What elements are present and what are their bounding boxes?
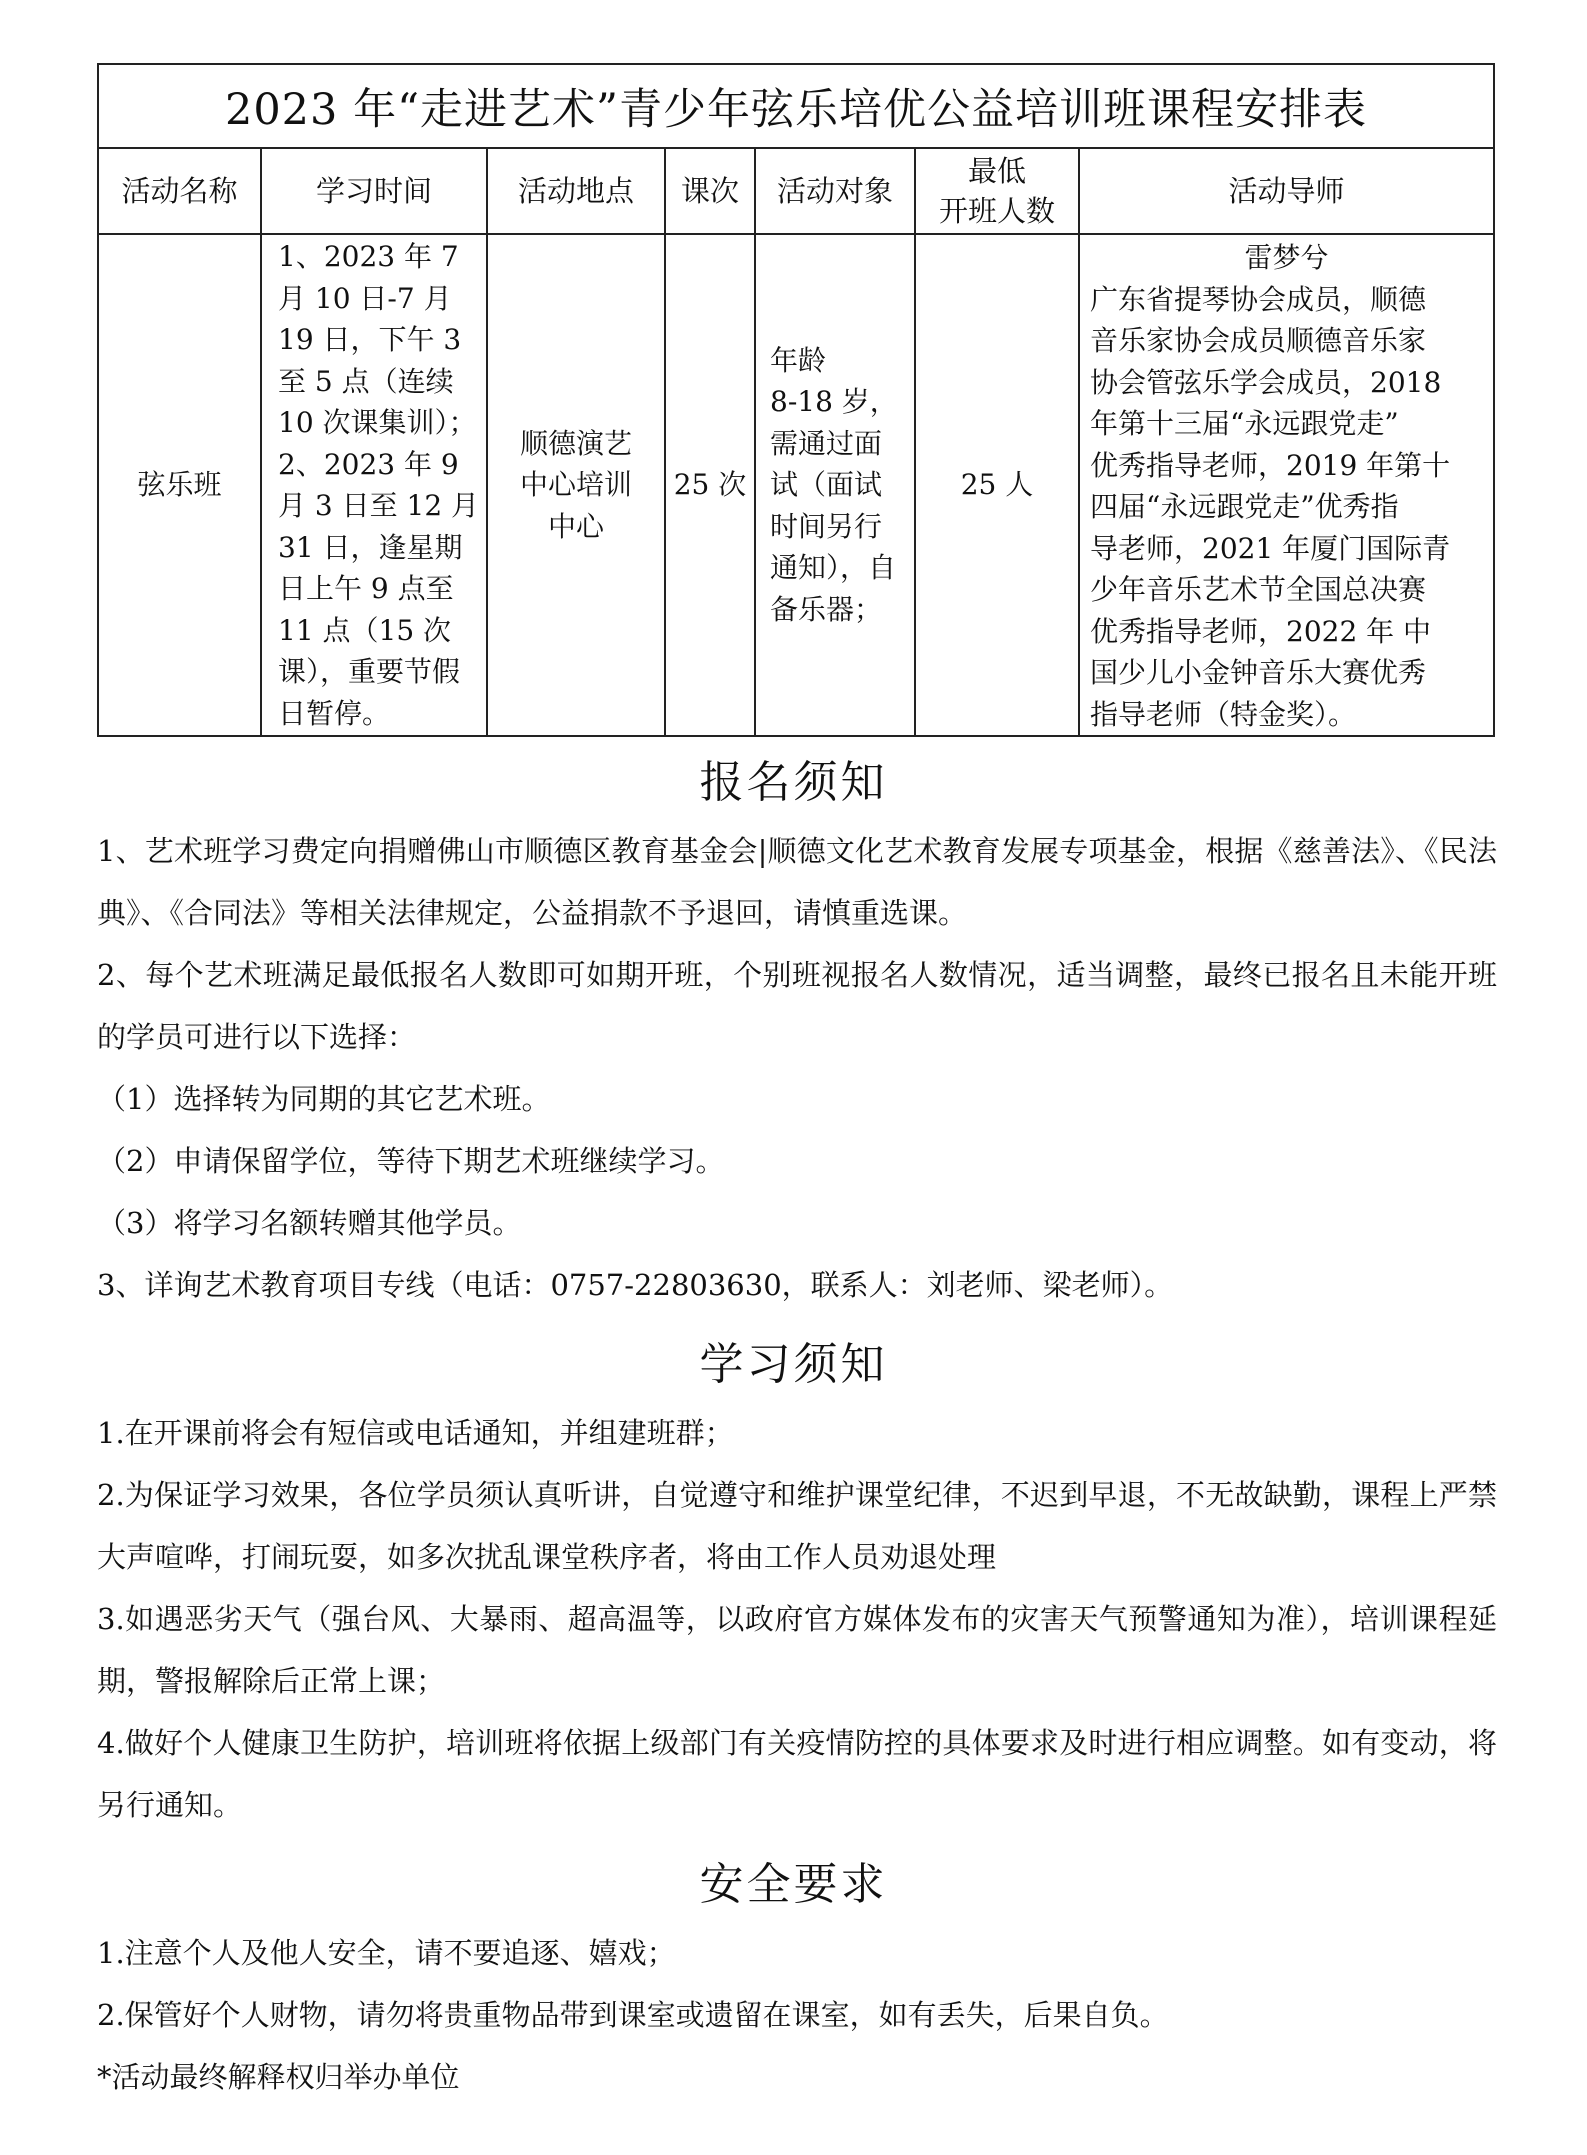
header-activity-name: 活动名称 [98,148,261,234]
cell-activity-name: 弦乐班 [98,234,261,736]
header-min-enrollment: 最低 开班人数 [915,148,1079,234]
registration-option-2: （2）申请保留学位，等待下期艺术班继续学习。 [97,1144,725,1178]
registration-item-2: 2、每个艺术班满足最低报名人数即可如期开班，个别班视报名人数情况，适当调整，最终已报名且未能开班的学员可进行以下选择： [97,958,1497,1054]
cell-tutor: 雷梦兮 广东省提琴协会成员，顺德 音乐家协会成员顺德音乐家 协会管弦乐学会成员，2018 年第十三届“永远跟党走” 优秀指导老师，2019 年第十 四届“永远跟党走”优秀指 导老师，2021 年厦门国际青 少年音乐艺术节全国总决赛 优秀指导老师，2022 年 中 国少儿小金钟音乐大赛优秀 指导老师（特金奖）。 [1079,234,1494,736]
footnote: *活动最终解释权归举办单位 [97,2060,460,2094]
safety-item-1: 1.注意个人及他人安全，请不要追逐、嬉戏； [97,1936,676,1970]
tutor-name: 雷梦兮 [1244,241,1329,274]
cell-study-time: 1、2023 年 7 月 10 日-7 月 19 日，下午 3 至 5 点（连续 10 次课集训）； 2、2023 年 9 月 3 日至 12 月 31 日，逢星期 日上午 9 点至 11 点（15 次 课），重要节假 日暂停。 [261,234,487,736]
header-tutor: 活动导师 [1079,148,1494,234]
header-sessions: 课次 [665,148,755,234]
cell-activity-place: 顺德演艺 中心培训 中心 [487,234,665,736]
study-title: 学习须知 [699,1339,888,1390]
registration-item-1: 1、艺术班学习费定向捐赠佛山市顺德区教育基金会|顺德文化艺术教育发展专项基金，根据《慈善法》、《民法典》、《合同法》等相关法律规定，公益捐款不予退回，请慎重选课。 [97,834,1497,930]
cell-min-enrollment: 25 人 [915,234,1079,736]
study-item-1: 1.在开课前将会有短信或电话通知，并组建班群； [97,1416,734,1450]
table-row [98,234,1494,736]
header-study-time: 学习时间 [261,148,487,234]
course-schedule-table [97,63,1495,737]
header-activity-place: 活动地点 [487,148,665,234]
study-item-2: 2.为保证学习效果，各位学员须认真听讲，自觉遵守和维护课堂纪律，不迟到早退，不无故缺勤，课程上严禁大声喧哗，打闹玩耍，如多次扰乱课堂秩序者，将由工作人员劝退处理 [97,1478,1497,1574]
header-audience: 活动对象 [755,148,915,234]
safety-item-2: 2.保管好个人财物，请勿将贵重物品带到课室或遗留在课室，如有丢失，后果自负。 [97,1998,1169,2032]
registration-item-3: 3、详询艺术教育项目专线（电话：0757-22803630，联系人：刘老师、梁老师）。 [97,1268,1174,1302]
registration-option-3: （3）将学习名额转赠其他学员。 [97,1206,522,1240]
cell-sessions: 25 次 [665,234,755,736]
table-header-row [98,148,1494,234]
registration-option-1: （1）选择转为同期的其它艺术班。 [97,1082,551,1116]
cell-audience: 年龄 8-18 岁， 需通过面 试（面试 时间另行 通知），自 备乐器； [755,234,915,736]
registration-title: 报名须知 [699,757,888,808]
table-title: 2023 年“走进艺术”青少年弦乐培优公益培训班课程安排表 [98,64,1494,148]
study-item-3: 3.如遇恶劣天气（强台风、大暴雨、超高温等，以政府官方媒体发布的灾害天气预警通知为准），培训课程延期，警报解除后正常上课； [97,1602,1497,1698]
safety-title: 安全要求 [699,1859,888,1910]
study-item-4: 4.做好个人健康卫生防护，培训班将依据上级部门有关疫情防控的具体要求及时进行相应调整。如有变动，将另行通知。 [97,1726,1497,1822]
